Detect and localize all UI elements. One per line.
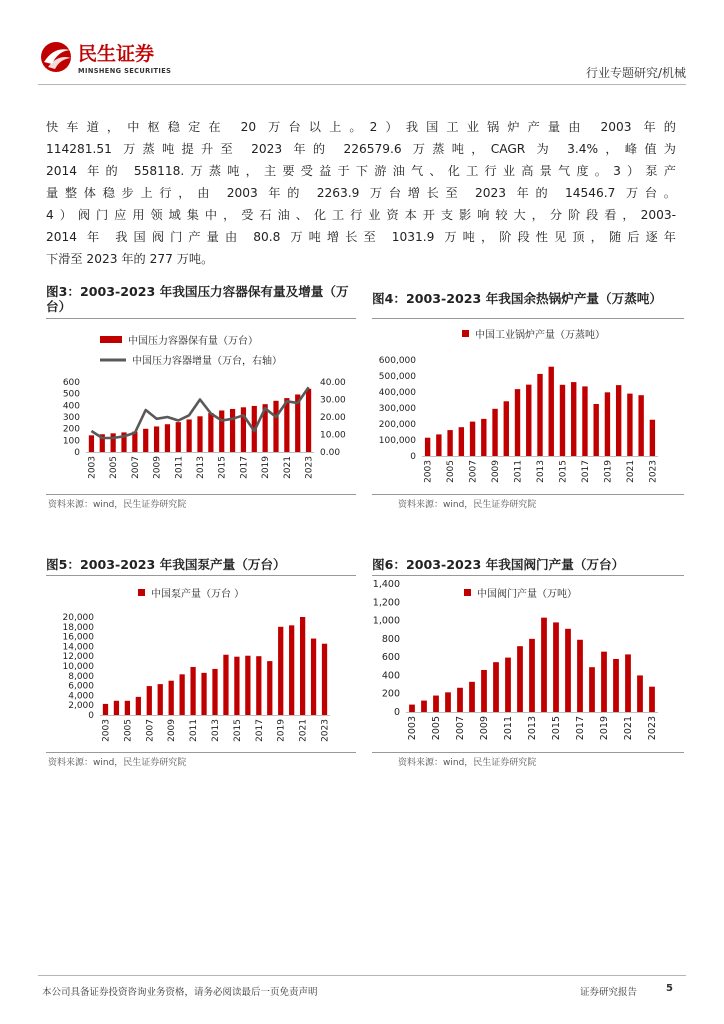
bar-2014 (541, 618, 547, 712)
body-line: 114281.51 万蒸吨提升至 2023 年的 226579.6 万蒸吨，CAGR 为 3.4%，峰值为 (46, 142, 676, 156)
x-tick-label: 2011 (174, 456, 185, 479)
bar-2020 (616, 385, 621, 456)
logo-en-text: MINSHENG SECURITIES (78, 67, 172, 75)
bar-2021 (625, 654, 631, 712)
page-header (38, 36, 686, 82)
y-tick-label: 300 (62, 413, 80, 423)
x-tick-label: 2021 (623, 716, 634, 741)
bar-2016 (571, 382, 576, 456)
bar-2009 (169, 681, 174, 715)
x-tick-label: 2019 (261, 456, 272, 479)
figure-6-rule (372, 575, 684, 576)
y-tick-label: 400 (381, 670, 400, 682)
y-tick-label: 600,000 (378, 356, 416, 366)
y-tick-label: 500 (62, 389, 80, 400)
bar-2012 (526, 385, 531, 456)
x-tick-label: 2023 (647, 716, 658, 741)
x-tick-label: 2003 (423, 460, 434, 483)
y-tick-label: 2,000 (68, 701, 94, 712)
x-tick-label: 2009 (491, 460, 502, 483)
bar-2014 (549, 367, 554, 456)
x-tick-label: 2017 (575, 716, 586, 741)
footer-disclaimer: 本公司具备证券投资咨询业务资格，请务必阅读最后一页免责声明 (42, 987, 318, 998)
x-tick-label: 2021 (298, 719, 309, 742)
y-tick-label: 500,000 (378, 372, 416, 382)
bar-2013 (537, 374, 542, 456)
bar-2005 (125, 701, 130, 715)
bar-2008 (481, 419, 486, 456)
x-tick-label: 2005 (431, 716, 442, 741)
body-line: 2014 年的 558118.万蒸吨，主要受益于下游油气、化工行业高景气度。3）泵产 (46, 164, 676, 178)
y-tick-label: 1,000 (372, 615, 400, 627)
chart-pump-output (46, 578, 360, 750)
x-tick-label: 2017 (239, 456, 250, 479)
x-tick-label: 2007 (468, 460, 479, 483)
x-tick-label: 2007 (455, 716, 466, 741)
logo-emblem-icon (41, 42, 71, 72)
x-tick-label: 2015 (232, 719, 243, 742)
y-tick-label: 300,000 (378, 404, 416, 414)
page-number: 5 (666, 983, 673, 994)
x-tick-label: 2015 (558, 460, 569, 483)
y-tick-label: 100 (62, 436, 80, 447)
x-tick-label: 2019 (599, 716, 610, 741)
x-tick-label: 2007 (130, 456, 141, 479)
bar-2015 (234, 657, 239, 715)
bar-2014 (223, 655, 228, 715)
header-divider (38, 84, 686, 85)
bar-2005 (447, 430, 452, 456)
bar-2011 (190, 667, 195, 715)
bar-2011 (176, 422, 181, 452)
x-tick-label: 2007 (145, 719, 156, 742)
x-tick-label: 2017 (580, 460, 591, 483)
figure-4-title: 图4：2003-2023 年我国余热锅炉产量（万蒸吨） (372, 291, 662, 306)
chart-valve-output (370, 578, 686, 750)
x-tick-label: 2003 (87, 456, 98, 479)
x-tick-label: 2017 (254, 719, 265, 742)
logo-cn-text: 民生证券 (78, 43, 155, 65)
body-line: 下滑至 2023 年的 277 万吨。 (46, 252, 214, 266)
body-line: 量整体稳步上行，由 2003 年的 2263.9 万台增长至 2023 年的 14546.7 万台。 (46, 186, 676, 200)
figure-3-title-line: 图3：2003-2023 年我国压力容器保有量及增量（万 (46, 284, 349, 299)
y-tick-label: 14,000 (62, 642, 94, 653)
legend-label: 中国压力容器保有量（万台） (128, 336, 258, 347)
bar-2009 (492, 409, 497, 456)
bar-2020 (613, 659, 619, 712)
y-tick-label: 200 (62, 424, 80, 435)
x-tick-label: 2005 (123, 719, 134, 742)
y-tick-label: 100,000 (378, 436, 416, 446)
bar-2010 (504, 401, 509, 456)
x-tick-label: 2009 (167, 719, 178, 742)
x-tick-label: 2019 (276, 719, 287, 742)
bar-2019 (605, 392, 610, 456)
x-tick-label: 2021 (282, 456, 293, 479)
bar-2021 (300, 617, 305, 715)
y-tick-label: 400 (62, 401, 80, 412)
y-tick-label: 400,000 (378, 388, 416, 398)
bar-2018 (593, 404, 598, 456)
y-tick-label: 1,200 (372, 597, 400, 609)
figure-4-rule (372, 318, 684, 319)
bar-2013 (212, 669, 217, 715)
y-tick-label: 6,000 (68, 681, 94, 692)
bar-2003 (89, 435, 94, 452)
legend-label: 中国压力容器增量（万台，右轴） (132, 356, 282, 367)
figure-6-source: 资料来源：wind，民生证券研究院 (398, 758, 537, 768)
body-line: 快车道，中枢稳定在 20 万台以上。2）我国工业锅炉产量由 2003 年的 (46, 120, 676, 134)
bar-2015 (553, 622, 559, 712)
body-line: 2014 年 我国阀门产量由 80.8 万吨增长至 1031.9 万吨，阶段性见顶，随后逐年 (46, 230, 676, 244)
figure-3-rule (46, 494, 356, 495)
bar-2017 (582, 386, 587, 456)
bar-2019 (601, 652, 607, 712)
bar-2015 (560, 385, 565, 456)
figure-4-source: 资料来源：wind，民生证券研究院 (398, 500, 537, 510)
figure-5-rule (46, 575, 356, 576)
bar-2006 (445, 692, 451, 712)
x-tick-label: 2021 (625, 460, 636, 483)
legend-label: 中国阀门产量（万吨） (477, 589, 577, 600)
bar-2004 (421, 701, 427, 712)
body-line: 4）阀门应用领域集中，受石油、化工行业资本开支影响较大，分阶段看，2003- (46, 208, 676, 222)
bar-2020 (289, 625, 294, 715)
bar-2003 (425, 438, 430, 456)
y-tick-label: 600 (62, 378, 80, 388)
bar-2010 (493, 662, 499, 712)
y-tick-label: 16,000 (62, 632, 94, 643)
bar-2003 (409, 705, 415, 712)
x-tick-label: 2009 (479, 716, 490, 741)
y-tick-label: 0 (393, 707, 400, 718)
x-tick-label: 2015 (217, 456, 228, 479)
bar-2009 (154, 426, 159, 452)
x-tick-label: 2011 (513, 460, 524, 483)
bar-2007 (147, 686, 152, 715)
chart-waste-heat-boiler (370, 322, 686, 492)
figure-5-rule (46, 752, 356, 753)
figure-3-title (46, 284, 356, 314)
bar-2004 (436, 434, 441, 456)
x-tick-label: 2023 (648, 460, 659, 483)
bar-2008 (469, 682, 475, 712)
x-tick-label: 2011 (503, 716, 514, 741)
x-tick-label: 2019 (603, 460, 614, 483)
figure-3-title-line: 台） (46, 299, 72, 314)
bar-2011 (505, 658, 511, 712)
y-tick-label: 8,000 (68, 671, 94, 682)
x-tick-label: 2013 (196, 456, 206, 479)
report-section: 行业专题研究/机械 (585, 66, 686, 80)
y-right-tick-label: 0.00 (320, 448, 341, 458)
footer-doc-type: 证券研究报告 (580, 987, 638, 998)
bar-2013 (197, 416, 202, 452)
bar-2023 (322, 644, 327, 715)
y-tick-label: 18,000 (62, 622, 94, 633)
bar-2021 (627, 394, 632, 456)
bar-2019 (278, 627, 283, 715)
x-tick-label: 2003 (101, 719, 112, 742)
figure-5-title: 图5：2003-2023 年我国泵产量（万台） (46, 557, 286, 572)
x-tick-label: 2013 (536, 460, 546, 483)
bar-2018 (589, 667, 595, 712)
bar-2013 (529, 639, 535, 712)
bar-2012 (517, 646, 523, 712)
x-tick-label: 2013 (211, 719, 221, 742)
bar-2012 (187, 419, 192, 452)
bar-2007 (457, 688, 463, 712)
figure-6-title: 图6：2003-2023 年我国阀门产量（万台） (372, 557, 625, 572)
bar-2020 (273, 401, 278, 452)
x-tick-label: 2023 (304, 456, 315, 479)
x-tick-label: 2015 (551, 716, 562, 741)
bar-2008 (143, 429, 148, 452)
y-tick-label: 0 (88, 711, 94, 721)
y-right-tick-label: 10.00 (320, 430, 346, 441)
y-tick-label: 0 (410, 452, 416, 462)
legend-bar-swatch (100, 336, 122, 343)
bar-2022 (638, 395, 643, 456)
footer-divider (38, 975, 686, 976)
bar-2023 (650, 420, 655, 456)
bar-2005 (433, 696, 439, 712)
legend-bar-swatch (138, 589, 145, 596)
bar-2008 (158, 684, 163, 715)
x-tick-label: 2005 (109, 456, 120, 479)
bar-2023 (306, 389, 311, 452)
y-tick-label: 800 (381, 633, 400, 645)
y-tick-label: 10,000 (62, 662, 94, 672)
y-tick-label: 200 (381, 688, 400, 700)
bar-2023 (649, 687, 655, 712)
y-right-tick-label: 30.00 (320, 395, 346, 406)
bar-2012 (201, 673, 206, 715)
y-tick-label: 200,000 (378, 420, 416, 430)
x-tick-label: 2013 (527, 716, 538, 741)
x-tick-label: 2009 (152, 456, 163, 479)
bar-2009 (481, 670, 487, 712)
legend-label: 中国工业锅炉产量（万蒸吨） (475, 330, 605, 341)
figure-3-rule (46, 318, 356, 319)
y-tick-label: 1,400 (372, 579, 400, 590)
minsheng-logo (38, 36, 198, 80)
bar-2007 (470, 422, 475, 456)
x-tick-label: 2005 (446, 460, 457, 483)
y-tick-label: 600 (381, 652, 400, 664)
figure-4-rule (372, 494, 684, 495)
bar-2004 (114, 701, 119, 715)
x-tick-label: 2011 (189, 719, 200, 742)
bar-2005 (111, 433, 116, 452)
bar-2016 (245, 656, 250, 715)
bar-2017 (577, 640, 583, 712)
bar-2014 (208, 413, 213, 452)
bar-2006 (459, 427, 464, 456)
bar-2022 (311, 639, 316, 715)
legend-label: 中国泵产量（万台 ） (151, 589, 245, 600)
bar-2018 (267, 661, 272, 715)
bar-2010 (165, 424, 170, 452)
x-tick-label: 2023 (320, 719, 331, 742)
bar-2006 (136, 697, 141, 715)
x-tick-label: 2003 (407, 716, 418, 741)
figure-6-rule (372, 752, 684, 753)
legend-bar-swatch (462, 330, 469, 337)
y-tick-label: 4,000 (68, 691, 94, 702)
y-right-tick-label: 40.00 (320, 378, 346, 388)
bar-2016 (230, 409, 235, 452)
bar-2015 (219, 410, 224, 452)
body-paragraph (46, 116, 676, 270)
y-tick-label: 0 (74, 448, 80, 458)
bar-2017 (256, 656, 261, 715)
bar-2011 (515, 389, 520, 456)
bar-2022 (637, 675, 643, 712)
legend-bar-swatch (464, 589, 471, 596)
bar-2003 (103, 704, 108, 715)
figure-5-source: 资料来源：wind，民生证券研究院 (48, 758, 187, 768)
figure-3-source: 资料来源：wind，民生证券研究院 (48, 500, 187, 510)
bar-2016 (565, 629, 571, 712)
bar-2010 (180, 674, 185, 715)
y-tick-label: 12,000 (62, 652, 94, 663)
y-tick-label: 20,000 (62, 613, 94, 623)
chart-pressure-vessel (46, 322, 360, 492)
y-right-tick-label: 20.00 (320, 413, 346, 423)
